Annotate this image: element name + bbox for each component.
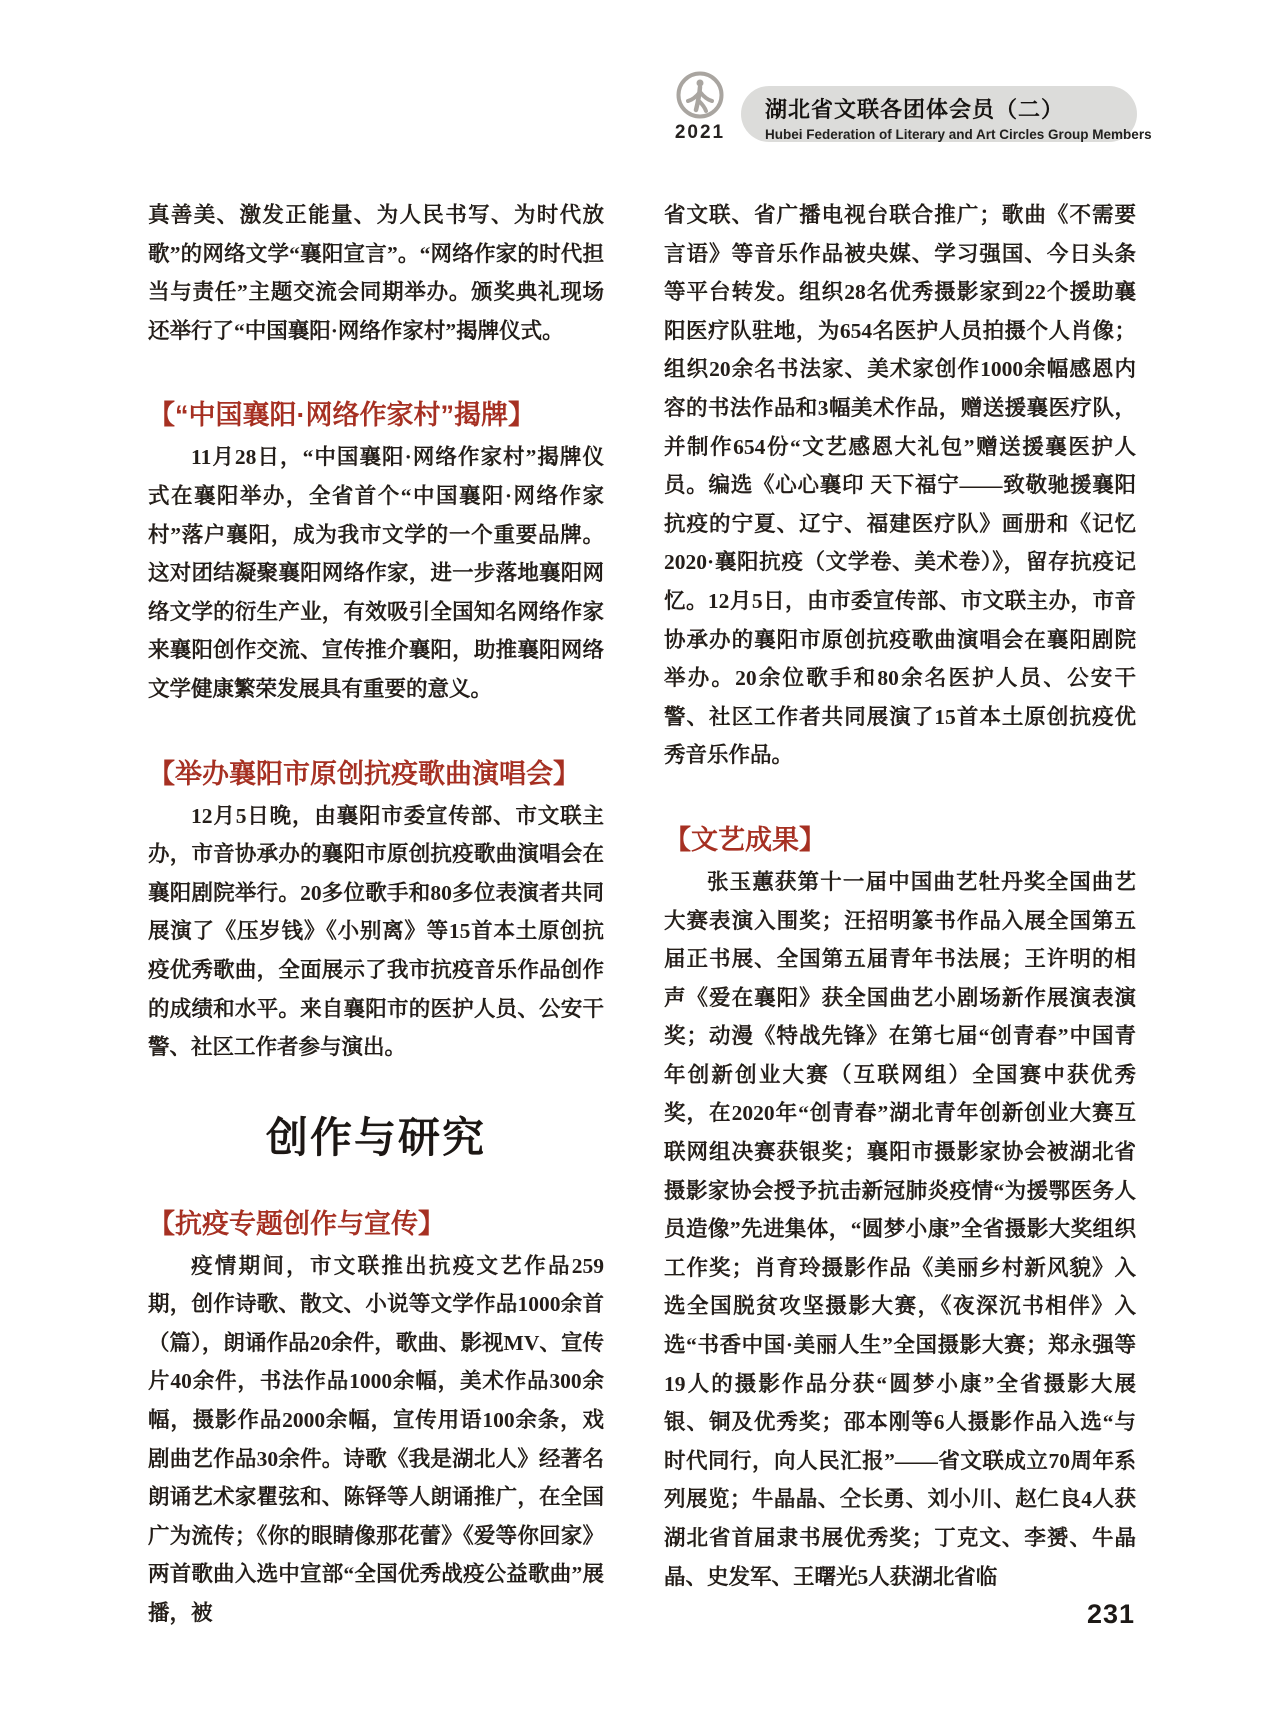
left-column — [148, 196, 604, 1633]
header-title-en: Hubei Federation of Literary and Art Circles Group Members — [765, 127, 1152, 142]
logo-year: 2021 — [674, 122, 726, 143]
chapter-title: 创作与研究 — [265, 1113, 486, 1161]
paragraph-continuation: 省文联、省广播电视台联合推广；歌曲《不需要言语》等音乐作品被央媒、学习强国、今日头条等平台转发。组织28名优秀摄影家到22个援助襄阳医疗队驻地，为654名医护人员拍摄个人肖像；组织20余名书法家、美术家创作1000余幅感恩内容的书法作品和3幅美术作品，赠送援襄医疗队，并制作654份“文艺感恩大礼包”赠送援襄医护人员。编选《心心襄印 天下福宁——致敬驰援襄阳抗疫的宁夏、辽宁、福建医疗队》画册和《记忆2020·襄阳抗疫（文学卷、美术卷）》，留存抗疫记忆。12月5日，由市委宣传部、市文联主办，市音协承办的襄阳市原创抗疫歌曲演唱会在襄阳剧院举办。20余位歌手和80余名医护人员、公安干警、社区工作者共同展演了15首本土原创抗疫优秀音乐作品。 — [664, 203, 1136, 768]
header-logo-block — [664, 70, 736, 144]
header-title-bar — [741, 86, 1152, 142]
right-column — [664, 196, 1136, 1596]
entry-heading-writer-village: 【“中国襄阳·网络作家村”揭牌】 — [148, 400, 535, 431]
federation-emblem-icon — [675, 70, 725, 120]
paragraph: 11月28日，“中国襄阳·网络作家村”揭牌仪式在襄阳举办，全省首个“中国襄阳·网络作家村”落户襄阳，成为我市文学的一个重要品牌。这对团结凝聚襄阳网络作家，进一步落地襄阳网络文学的衍生产业，有效吸引全国知名网络作家来襄阳创作交流、宣传推介襄阳，助推襄阳网络文学健康繁荣发展具有重要的意义。 — [148, 445, 604, 701]
paragraph-continuation: 真善美、激发正能量、为人民书写、为时代放歌”的网络文学“襄阳宣言”。“网络作家的时代担当与责任”主题交流会同期举办。颁奖典礼现场还举行了“中国襄阳·网络作家村”揭牌仪式。 — [148, 203, 604, 343]
page-number: 231 — [1086, 1599, 1135, 1629]
header-title-cn: 湖北省文联各团体会员（二） — [765, 97, 1065, 122]
paragraph: 疫情期间，市文联推出抗疫文艺作品259期，创作诗歌、散文、小说等文学作品1000余首（篇），朗诵作品20余件，歌曲、影视MV、宣传片40余件，书法作品1000余幅，美术作品300余幅，摄影作品2000余幅，宣传用语100余条，戏剧曲艺作品30余件。诗歌《我是湖北人》经著名朗诵艺术家瞿弦和、陈铎等人朗诵推广，在全国广为流传；《你的眼睛像那花蕾》《爱等你回家》两首歌曲入选中宣部“全国优秀战疫公益歌曲”展播，被 — [148, 1253, 604, 1626]
paragraph: 12月5日晚，由襄阳市委宣传部、市文联主办，市音协承办的襄阳市原创抗疫歌曲演唱会在襄阳剧院举行。20多位歌手和80多位表演者共同展演了《压岁钱》《小别离》等15首本土原创抗疫优秀歌曲，全面展示了我市抗疫音乐作品创作的成绩和水平。来自襄阳市的医护人员、公安干警、社区工作者参与演出。 — [148, 803, 604, 1060]
entry-heading-achievements: 【文艺成果】 — [664, 824, 826, 855]
entry-heading-anti-epidemic: 【抗疫专题创作与宣传】 — [148, 1208, 445, 1239]
entry-heading-concert: 【举办襄阳市原创抗疫歌曲演唱会】 — [148, 758, 580, 789]
paragraph: 张玉蕙获第十一届中国曲艺牡丹奖全国曲艺大赛表演入围奖；汪招明篆书作品入展全国第五届正书展、全国第五届青年书法展；王许明的相声《爱在襄阳》获全国曲艺小剧场新作展演表演奖；动漫《特战先锋》在第七届“创青春”中国青年创新创业大赛（互联网组）全国赛中获优秀奖，在2020年“创青春”湖北青年创新创业大赛互联网组决赛获银奖；襄阳市摄影家协会被湖北省摄影家协会授予抗击新冠肺炎疫情“为援鄂医务人员造像”先进集体，“圆梦小康”全省摄影大奖组织工作奖；肖育玲摄影作品《美丽乡村新风貌》入选全国脱贫攻坚摄影大赛，《夜深沉书相伴》入选“书香中国·美丽人生”全国摄影大赛；郑永强等19人的摄影作品分获“圆梦小康”全省摄影大展银、铜及优秀奖；邵本刚等6人摄影作品入选“与时代同行，向人民汇报”——省文联成立70周年系列展览；牛晶晶、仝长勇、刘小川、赵仁良4人获湖北省首届隶书展优秀奖；丁克文、李赟、牛晶晶、史发军、王曙光5人获湖北省临 — [664, 869, 1136, 1589]
